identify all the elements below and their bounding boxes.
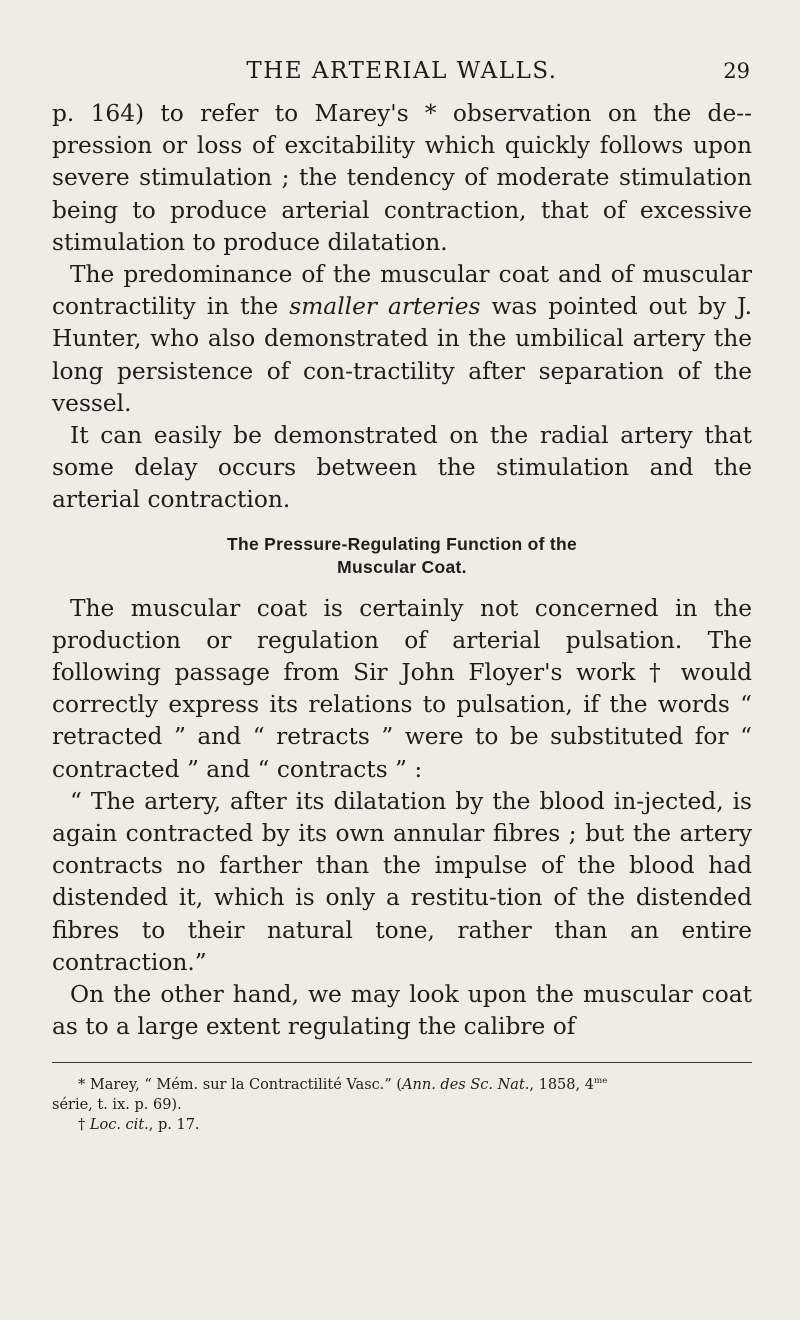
footnote-rule: [52, 1062, 752, 1063]
running-title: THE ARTERIAL WALLS.: [246, 58, 558, 84]
italic-phrase: smaller arteries: [289, 293, 481, 321]
paragraph-radial-artery: It can easily be demonstrated on the radial artery that some delay occurs between the stimulation and the arterial contraction.: [52, 422, 752, 514]
footnote-1-journal: Ann. des Sc. Nat.: [402, 1077, 530, 1094]
book-page: [52, 56, 752, 1135]
footnote-1-superscript: me: [593, 1076, 608, 1087]
paragraph-quotation: “ The artery, after its dilatation by the blood in-jected, is again contracted by its own annular fibres ; but the artery contracts no farther than the impulse of the blood had distended it, which is only a restitu-tion of the distended fibres to their natural tone, rather than an entire contraction.”: [52, 787, 752, 976]
section-heading-line-1: The Pressure-Regulating Function of the: [226, 533, 578, 554]
paragraph-other-hand: On the other hand, we may look upon the muscular coat as to a large extent regulating the calibre of: [52, 981, 752, 1041]
paragraph-hunter-start: The predominance of the muscular coat and of muscular contractility in the: [52, 261, 752, 321]
section-heading: [52, 533, 752, 579]
paragraph-muscular-coat: The muscular coat is certainly not concerned in the production or regulation of arterial pulsation. The following passage from Sir John Floyer's work † would correctly express its relations to pulsation, if the words “ retracted ” and “ retracts ” were to be substituted for “ contracted ” and “ contracts ” :: [52, 594, 752, 783]
footnote-2-mark: †: [78, 1117, 90, 1134]
footnote-2-loc-cit: Loc. cit.: [89, 1117, 149, 1134]
paragraph-continuation: p. 164) to refer to Marey's * observation on the de-pression or loss of excitability which quickly follows upon severe stimulation ; the tendency of moderate stimulation being to produce arterial contraction, that of excessive stimulation to produce dilatation.: [52, 100, 752, 256]
body-text: [52, 98, 752, 1043]
footnotes: [52, 1075, 752, 1135]
footnote-2: [52, 1115, 752, 1135]
footnote-1-text: * Marey, “ Mém. sur la Contractilité Vasc.” (: [78, 1077, 403, 1094]
page-number: 29: [723, 59, 750, 83]
running-head: [52, 56, 752, 96]
footnote-1-year: , 1858, 4: [529, 1077, 594, 1094]
footnote-1-continuation: série, t. ix. p. 69).: [52, 1097, 182, 1114]
section-heading-line-2: Muscular Coat.: [337, 556, 467, 577]
footnote-2-page: , p. 17.: [148, 1117, 200, 1134]
footnote-1: [52, 1075, 752, 1095]
paragraph-hunter: [52, 259, 752, 420]
paragraph-hunter-end: was pointed out by J. Hunter, who also demonstrated in the umbilical artery the long persistence of con-tractility after separation of the vessel.: [52, 293, 752, 417]
